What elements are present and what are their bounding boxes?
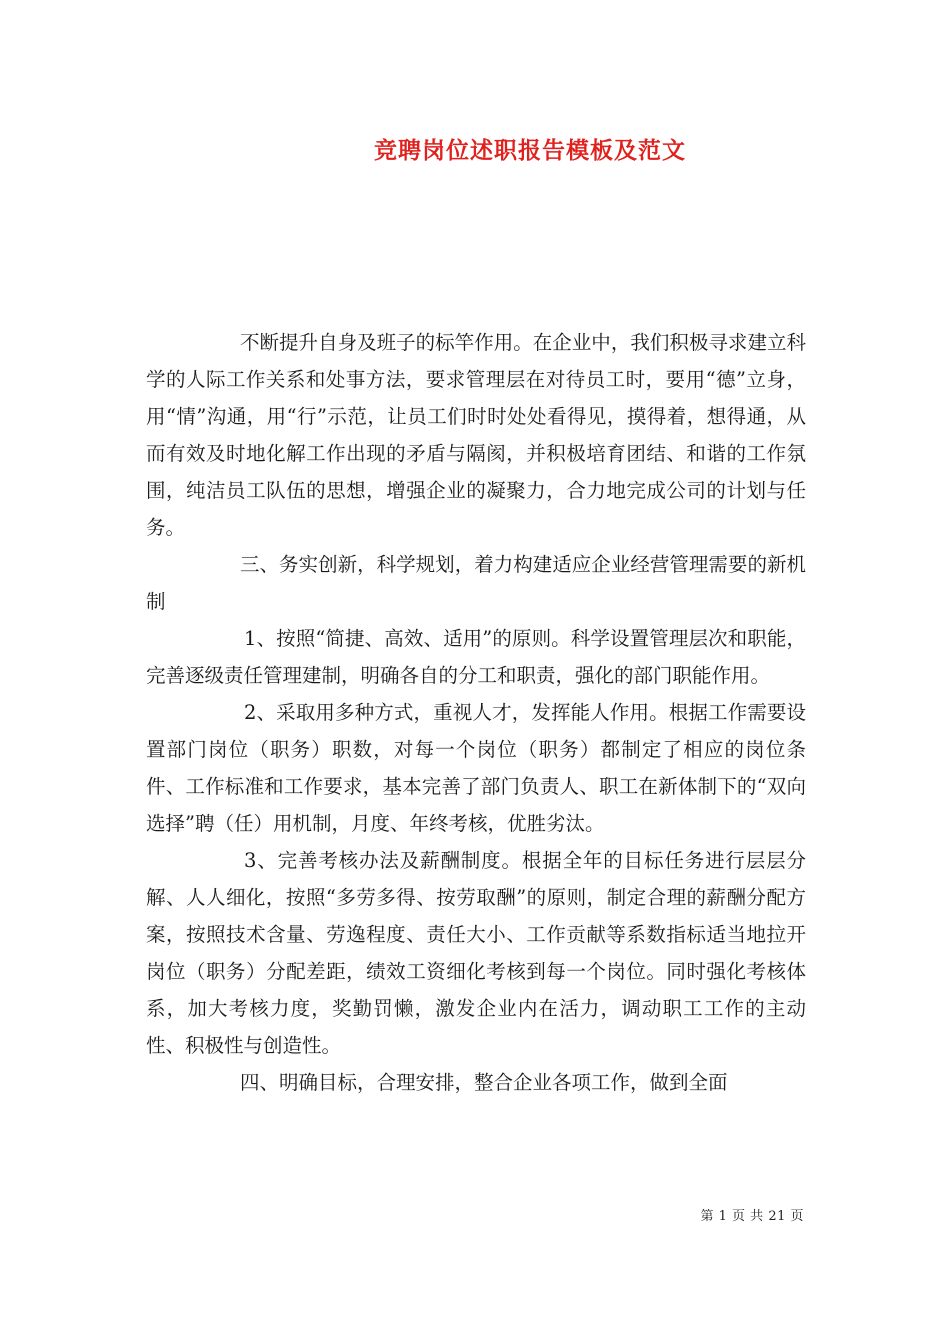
paragraph-3: 1、按照“简捷、高效、适用”的原则。科学设置管理层次和职能，完善逐级责任管理建制，明确各自的分工和职责，强化的部门职能作用。 bbox=[146, 627, 806, 687]
document-body bbox=[146, 324, 806, 1101]
paragraph-5: 3、完善考核办法及薪酬制度。根据全年的目标任务进行层层分解、人人细化，按照“多劳多得、按劳取酬”的原则，制定合理的薪酬分配方案，按照技术含量、劳逸程度、责任大小、工作贡献等系数指标适当地拉开岗位（职务）分配差距，绩效工资细化考核到每一个岗位。同时强化考核体系，加大考核力度，奖勤罚懒，激发企业内在活力，调动职工工作的主动性、积极性与创造性。 bbox=[146, 849, 806, 1057]
paragraph-4: 2、采取用多种方式，重视人才，发挥能人作用。根据工作需要设置部门岗位（职务）职数，对每一个岗位（职务）都制定了相应的岗位条件、工作标准和工作要求，基本完善了部门负责人、职工在新体制下的“双向选择”聘（任）用机制，月度、年终考核，优胜劣汰。 bbox=[146, 701, 806, 835]
paragraph-6: 四、明确目标，合理安排，整合企业各项工作，做到全面 bbox=[240, 1071, 728, 1094]
paragraph-1: 不断提升自身及班子的标竿作用。在企业中，我们积极寻求建立科学的人际工作关系和处事方法，要求管理层在对待员工时，要用“德”立身，用“情”沟通，用“行”示范，让员工们时时处处看得见，摸得着，想得通，从而有效及时地化解工作出现的矛盾与隔阂，并积极培育团结、和谐的工作氛围，纯洁员工队伍的思想，增强企业的凝聚力，合力地完成公司的计划与任务。 bbox=[146, 331, 806, 539]
document-title: 竞聘岗位述职报告模板及范文 bbox=[374, 137, 686, 164]
paragraph-2: 三、务实创新，科学规划，着力构建适应企业经营管理需要的新机制 bbox=[146, 553, 806, 613]
page-number: 第 1 页 共 21 页 bbox=[700, 1209, 804, 1224]
